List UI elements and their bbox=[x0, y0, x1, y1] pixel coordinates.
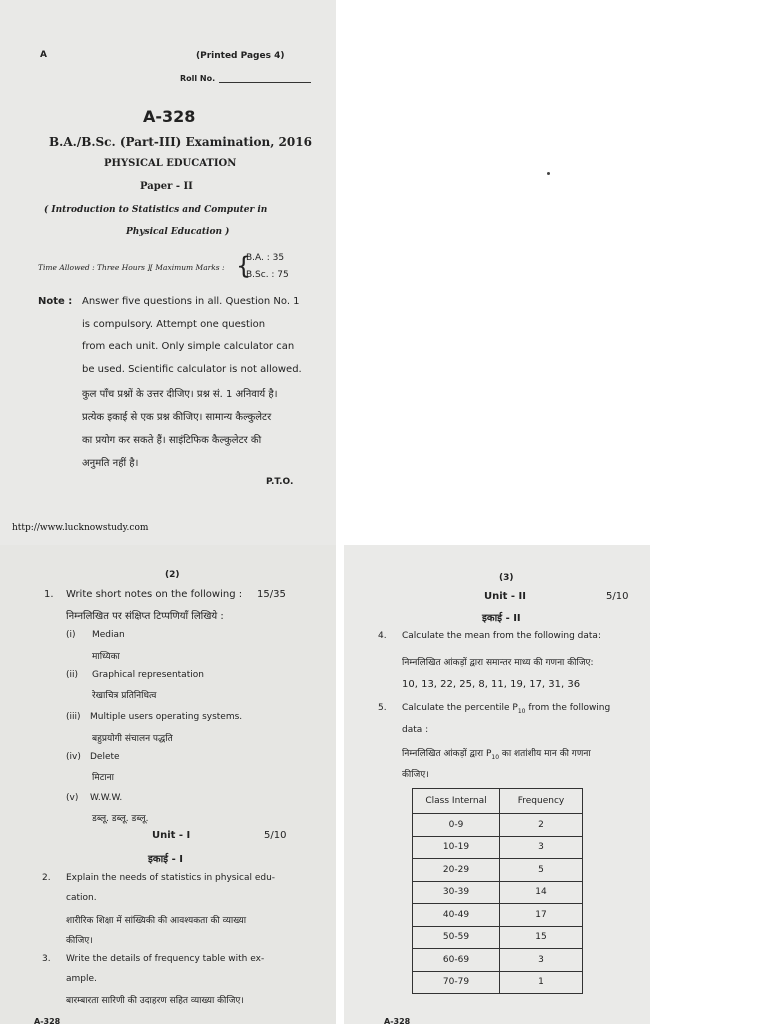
frequency-cell: 3 bbox=[500, 836, 583, 859]
q5-text: data : bbox=[402, 725, 429, 735]
item-hindi: रेखाचित्र प्रतिनिधित्व bbox=[92, 691, 157, 701]
course-title-line2: Physical Education ) bbox=[126, 227, 230, 237]
time-allowed: Time Allowed : Three Hours ] bbox=[38, 263, 151, 272]
q1-marks: 15/35 bbox=[257, 589, 286, 600]
unit-heading-hindi: इकाई - II bbox=[482, 613, 521, 624]
item-hindi: डब्लू. डब्लू. डब्लू. bbox=[92, 814, 149, 824]
subscript: 10 bbox=[491, 753, 500, 761]
q3-text: ample. bbox=[66, 974, 97, 984]
unit-marks: 5/10 bbox=[606, 591, 629, 602]
item-english: Median bbox=[92, 630, 125, 640]
item-hindi: माध्यिका bbox=[92, 652, 120, 662]
item-number: (iii) bbox=[66, 712, 81, 722]
page-footer: A-328 bbox=[34, 1017, 61, 1024]
marks-ba: B.A. : 35 bbox=[246, 253, 285, 263]
note-line-hindi: प्रत्येक इकाई से एक प्रश्न कीजिए। सामान्य कैल्कुलेटर bbox=[82, 412, 272, 423]
item-hindi: बहुप्रयोगी संचालन पद्धति bbox=[92, 734, 173, 744]
page-number: (2) bbox=[165, 570, 180, 580]
item-english: W.W.W. bbox=[90, 793, 123, 803]
brace: { bbox=[236, 252, 252, 280]
note-line-hindi: कुल पाँच प्रश्नों के उत्तर दीजिए। प्रश्न सं. 1 अनिवार्य है। bbox=[82, 389, 278, 400]
note-line: from each unit. Only simple calculator can bbox=[82, 341, 295, 352]
unit-heading: Unit - I bbox=[152, 830, 191, 841]
table-row bbox=[413, 949, 583, 972]
q2-text: Explain the needs of statistics in physical edu- bbox=[66, 873, 276, 883]
frequency-cell: 2 bbox=[500, 814, 583, 837]
frequency-cell: 14 bbox=[500, 881, 583, 904]
note-line: be used. Scientific calculator is not allowed. bbox=[82, 364, 302, 375]
q1-number: 1. bbox=[44, 589, 54, 600]
item-english: Delete bbox=[90, 752, 120, 762]
q2-hindi: कीजिए। bbox=[66, 936, 93, 946]
note-label: Note : bbox=[38, 296, 73, 307]
q5-text bbox=[402, 703, 610, 715]
q4-number: 4. bbox=[378, 631, 387, 641]
item-number: (ii) bbox=[66, 670, 79, 680]
exam-title: B.A./B.Sc. (Part-III) Examination, 2016 bbox=[49, 135, 312, 149]
table-row bbox=[413, 904, 583, 927]
class-interval-cell: 10-19 bbox=[413, 836, 500, 859]
item-number: (v) bbox=[66, 793, 79, 803]
class-interval-cell: 50-59 bbox=[413, 926, 500, 949]
q4-text: Calculate the mean from the following data: bbox=[402, 631, 601, 641]
subscript: 10 bbox=[517, 707, 526, 715]
frequency-cell: 17 bbox=[500, 904, 583, 927]
item-hindi: मिटाना bbox=[92, 773, 114, 783]
class-interval-cell: 60-69 bbox=[413, 949, 500, 972]
table-row bbox=[413, 814, 583, 837]
frequency-table bbox=[412, 788, 583, 994]
page-2 bbox=[0, 545, 336, 1024]
q2-hindi: शारीरिक शिक्षा में सांख्यिकी की आवश्यकता की व्याख्या bbox=[66, 916, 247, 926]
page-3 bbox=[344, 545, 650, 1024]
course-title-line1: ( Introduction to Statistics and Computer in bbox=[44, 205, 268, 215]
roll-no-label: Roll No. bbox=[180, 74, 216, 83]
frequency-cell: 1 bbox=[500, 971, 583, 994]
q2-number: 2. bbox=[42, 873, 51, 883]
q5-text-part: Calculate the percentile P bbox=[402, 703, 518, 713]
column-header: Class Internal bbox=[413, 789, 500, 814]
unit-heading: Unit - II bbox=[484, 591, 527, 602]
q3-hindi: बारम्बारता सारिणी की उदाहरण सहित व्याख्या कीजिए। bbox=[66, 996, 244, 1006]
source-url[interactable]: http://www.lucknowstudy.com bbox=[12, 523, 149, 533]
page-number: (3) bbox=[499, 573, 514, 583]
roll-no bbox=[180, 72, 311, 83]
q5-hindi-part: का शतांशीय मान की गणना bbox=[499, 749, 591, 759]
q5-number: 5. bbox=[378, 703, 387, 713]
cover-page bbox=[0, 0, 336, 545]
note-line-hindi: का प्रयोग कर सकते हैं। साइंटिफिक कैल्कुलेटर की bbox=[82, 435, 262, 446]
class-interval-cell: 0-9 bbox=[413, 814, 500, 837]
page-footer: A-328 bbox=[384, 1017, 411, 1024]
q4-hindi: निम्नलिखित आंकड़ों द्वारा समान्तर माध्य की गणना कीजिए: bbox=[402, 658, 594, 668]
blank-area bbox=[336, 0, 768, 545]
q1-text: Write short notes on the following : bbox=[66, 589, 243, 600]
class-interval-cell: 40-49 bbox=[413, 904, 500, 927]
q2-text: cation. bbox=[66, 893, 97, 903]
note-line: is compulsory. Attempt one question bbox=[82, 319, 266, 330]
item-english: Multiple users operating systems. bbox=[90, 712, 243, 722]
class-interval-cell: 70-79 bbox=[413, 971, 500, 994]
q5-hindi: कीजिए। bbox=[402, 770, 429, 780]
series-code: A bbox=[40, 50, 47, 60]
max-marks-label: [ Maximum Marks : bbox=[150, 263, 225, 272]
frequency-cell: 15 bbox=[500, 926, 583, 949]
pto: P.T.O. bbox=[266, 477, 294, 487]
q5-text-part: from the following bbox=[525, 703, 611, 713]
item-number: (i) bbox=[66, 630, 76, 640]
note-line-hindi: अनुमति नहीं है। bbox=[82, 458, 139, 469]
table-row bbox=[413, 881, 583, 904]
unit-marks: 5/10 bbox=[264, 830, 287, 841]
item-number: (iv) bbox=[66, 752, 81, 762]
table-header-row bbox=[413, 789, 583, 814]
speck bbox=[547, 172, 550, 175]
paper-number: Paper - II bbox=[140, 181, 193, 192]
marks-bsc: B.Sc. : 75 bbox=[246, 270, 289, 280]
class-interval-cell: 30-39 bbox=[413, 881, 500, 904]
q3-number: 3. bbox=[42, 954, 51, 964]
item-english: Graphical representation bbox=[92, 670, 204, 680]
q5-hindi bbox=[402, 746, 591, 761]
q4-data: 10, 13, 22, 25, 8, 11, 19, 17, 31, 36 bbox=[402, 679, 581, 690]
subject: PHYSICAL EDUCATION bbox=[104, 158, 237, 169]
frequency-cell: 3 bbox=[500, 949, 583, 972]
table-row bbox=[413, 836, 583, 859]
class-interval-cell: 20-29 bbox=[413, 859, 500, 882]
column-header: Frequency bbox=[500, 789, 583, 814]
table-row bbox=[413, 971, 583, 994]
printed-pages: (Printed Pages 4) bbox=[196, 51, 285, 61]
q1-hindi: निम्नलिखित पर संक्षिप्त टिप्पणियाँ लिखिये : bbox=[66, 611, 224, 622]
roll-no-field bbox=[219, 72, 311, 83]
blank-area bbox=[650, 545, 768, 1024]
q5-hindi-part: निम्नलिखित आंकड़ों द्वारा P bbox=[402, 749, 492, 759]
table-row bbox=[413, 926, 583, 949]
paper-code: A-328 bbox=[143, 107, 196, 126]
table-row bbox=[413, 859, 583, 882]
unit-heading-hindi: इकाई - I bbox=[148, 854, 183, 865]
note-line: Answer five questions in all. Question No. 1 bbox=[82, 296, 300, 307]
q3-text: Write the details of frequency table with ex- bbox=[66, 954, 265, 964]
frequency-cell: 5 bbox=[500, 859, 583, 882]
